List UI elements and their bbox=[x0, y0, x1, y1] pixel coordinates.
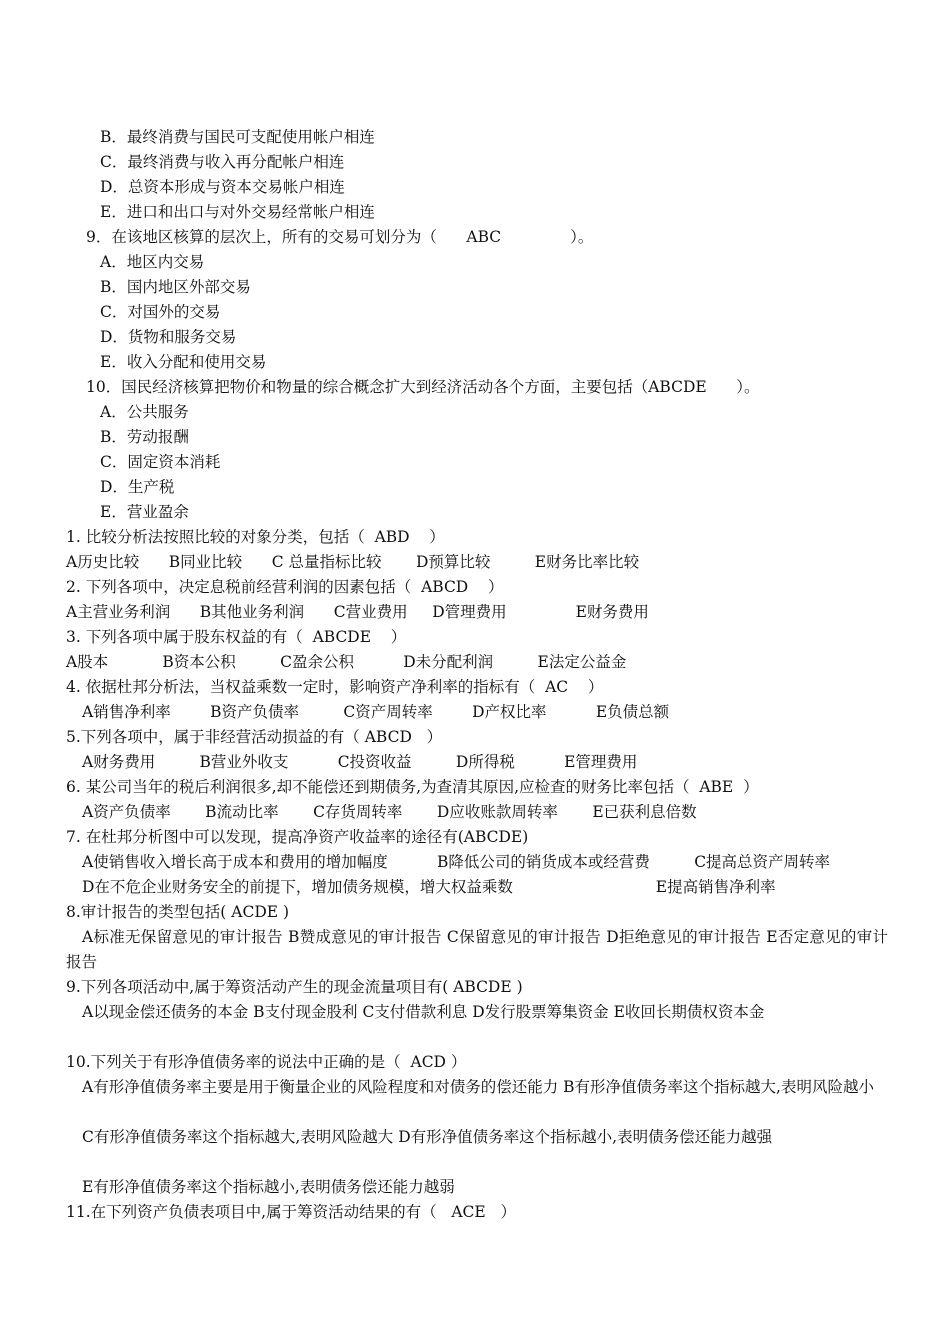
b2-q8-options: A标准无保留意见的审计报告 B赞成意见的审计报告 C保留意见的审计报告 D拒绝意见的审计报告 E否定意见的审计报告 bbox=[66, 928, 888, 971]
b2-question-5: 5.下列各项中，属于非经营活动损益的有（ ABCD ） bbox=[66, 728, 443, 746]
b2-question-7: 7. 在杜邦分析图中可以发现，提高净资产收益率的途径有(ABCDE) bbox=[66, 828, 529, 846]
b2-q7-options-line2: D在不危企业财务安全的前提下，增加债务规模，增大权益乘数 E提高销售净利率 bbox=[82, 878, 776, 896]
b2-question-10: 10.下列关于有形净值债务率的说法中正确的是（ ACD ） bbox=[66, 1053, 467, 1071]
b2-q3-options: A股本 B资本公积 C盈余公积 D未分配利润 E法定公益金 bbox=[66, 653, 627, 671]
option-b: B．最终消费与国民可支配使用帐户相连 bbox=[100, 128, 375, 146]
b2-q4-options: A销售净利率 B资产负债率 C资产周转率 D产权比率 E负债总额 bbox=[82, 703, 670, 721]
b2-q9-options: A以现金偿还债务的本金 B支付现金股利 C支付借款利息 D发行股票筹集资金 E收回长期债权资本金 bbox=[82, 1003, 765, 1021]
b2-question-9: 9.下列各项活动中,属于筹资活动产生的现金流量项目有( ABCDE ) bbox=[66, 978, 523, 996]
q10-option-e: E．营业盈余 bbox=[100, 503, 189, 521]
q9-option-d: D．货物和服务交易 bbox=[100, 328, 237, 346]
q9-option-a: A．地区内交易 bbox=[100, 253, 205, 271]
b2-q6-options: A资产负债率 B流动比率 C存货周转率 D应收账款周转率 E已获利息倍数 bbox=[82, 803, 697, 821]
b2-question-3: 3. 下列各项中属于股东权益的有（ ABCDE ） bbox=[66, 628, 407, 646]
question-9: 9．在该地区核算的层次上，所有的交易可划分为（ ABC ）。 bbox=[86, 228, 594, 246]
b2-question-11: 11.在下列资产负债表项目中,属于筹资活动结果的有（ ACE ） bbox=[66, 1203, 517, 1221]
q10-option-a: A．公共服务 bbox=[100, 403, 189, 421]
b2-q10-option-e: E有形净值债务率这个指标越小,表明债务偿还能力越弱 bbox=[82, 1178, 455, 1196]
b2-q1-options: A历史比较 B同业比较 C 总量指标比较 D预算比较 E财务比率比较 bbox=[66, 553, 640, 571]
b2-q5-options: A财务费用 B营业外收支 C投资收益 D所得税 E管理费用 bbox=[82, 753, 638, 771]
b2-q10-option-cd: C有形净值债务率这个指标越大,表明风险越大 D有形净值债务率这个指标越小,表明债务偿还能力越强 bbox=[82, 1128, 773, 1146]
b2-question-8: 8.审计报告的类型包括( ACDE ) bbox=[66, 903, 290, 921]
b2-q7-options-line1: A使销售收入增长高于成本和费用的增加幅度 B降低公司的销货成本或经营费 C提高总资产周转率 bbox=[82, 853, 831, 871]
b2-question-2: 2. 下列各项中，决定息税前经营利润的因素包括（ ABCD ） bbox=[66, 578, 504, 596]
q10-option-d: D．生产税 bbox=[100, 478, 175, 496]
b2-question-6: 6. 某公司当年的税后利润很多,却不能偿还到期债务,为查清其原因,应检查的财务比率包括（ ABE ） bbox=[66, 778, 759, 796]
q10-option-c: C．固定资本消耗 bbox=[100, 453, 221, 471]
question-10: 10．国民经济核算把物价和物量的综合概念扩大到经济活动各个方面，主要包括（ABCDE ）。 bbox=[86, 378, 760, 396]
b2-q2-options: A主营业务利润 B其他业务利润 C营业费用 D管理费用 E财务费用 bbox=[66, 603, 649, 621]
b2-question-4: 4. 依据杜邦分析法，当权益乘数一定时，影响资产净利率的指标有（ AC ） bbox=[66, 678, 604, 696]
option-d: D．总资本形成与资本交易帐户相连 bbox=[100, 178, 345, 196]
b2-q10-option-ab: A有形净值债务率主要是用于衡量企业的风险程度和对债务的偿还能力 B有形净值债务率这个指标越大,表明风险越小 bbox=[82, 1078, 874, 1096]
q9-option-b: B．国内地区外部交易 bbox=[100, 278, 251, 296]
b2-question-1: 1. 比较分析法按照比较的对象分类，包括（ ABD ） bbox=[66, 528, 445, 546]
option-e: E．进口和出口与对外交易经常帐户相连 bbox=[100, 203, 375, 221]
q9-option-c: C．对国外的交易 bbox=[100, 303, 221, 321]
q9-option-e: E．收入分配和使用交易 bbox=[100, 353, 267, 371]
option-c: C．最终消费与收入再分配帐户相连 bbox=[100, 153, 345, 171]
q10-option-b: B．劳动报酬 bbox=[100, 428, 189, 446]
